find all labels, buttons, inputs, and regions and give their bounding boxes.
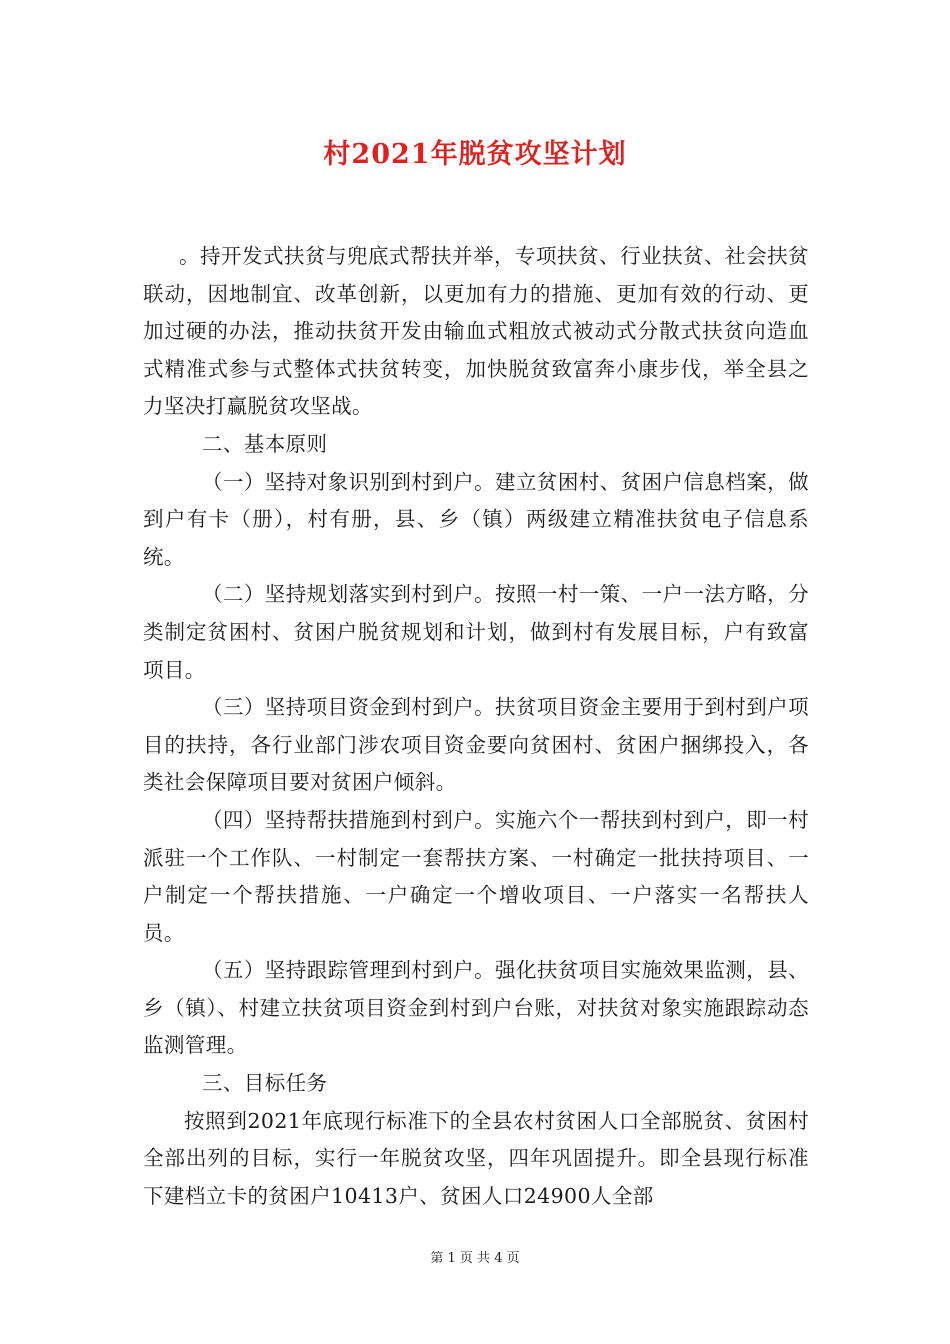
section-heading-basic-principles: 二、基本原则 [202, 431, 328, 456]
paragraph-principle-2: （二）坚持规划落实到村到户。按照一村一策、一户一法方略，分类制定贫困村、贫困户脱贫规划和计划，做到村有发展目标，户有致富项目。 [143, 582, 809, 682]
paragraph-principle-1: （一）坚持对象识别到村到户。建立贫困村、贫困户信息档案，做到户有卡（册），村有册，县、乡（镇）两级建立精准扶贫电子信息系统。 [143, 469, 809, 569]
paragraph-intro: 。持开发式扶贫与兜底式帮扶并举，专项扶贫、行业扶贫、社会扶贫联动，因地制宜、改革创新，以更加有力的措施、更加有效的行动、更加过硬的办法，推动扶贫开发由输血式粗放式被动式分散式扶贫向造血式精准式参与式整体式扶贫转变，加快脱贫致富奔小康步伐，举全县之力坚决打赢脱贫攻坚战。 [143, 244, 809, 419]
paragraph-principle-4: （四）坚持帮扶措施到村到户。实施六个一帮扶到村到户，即一村派驻一个工作队、一村制定一套帮扶方案、一村确定一批扶持项目、一户制定一个帮扶措施、一户确定一个增收项目、一户落实一名帮扶人员。 [143, 807, 809, 945]
paragraph-principle-3: （三）坚持项目资金到村到户。扶贫项目资金主要用于到村到户项目的扶持，各行业部门涉农项目资金要向贫困村、贫困户捆绑投入，各类社会保障项目要对贫困户倾斜。 [143, 695, 809, 795]
paragraph-goals: 按照到2021年底现行标准下的全县农村贫困人口全部脱贫、贫困村全部出列的目标，实行一年脱贫攻坚，四年巩固提升。即全县现行标准下建档立卡的贫困户10413户、贫困人口24900人全部 [143, 1108, 809, 1208]
document-title: 村2021年脱贫攻坚计划 [323, 139, 627, 170]
document-body [143, 238, 809, 1215]
section-heading-goals: 三、目标任务 [202, 1071, 328, 1096]
paragraph-principle-5: （五）坚持跟踪管理到村到户。强化扶贫项目实施效果监测，县、乡（镇）、村建立扶贫项目资金到村到户台账，对扶贫对象实施跟踪动态监测管理。 [143, 958, 809, 1058]
page-number: 第 1 页 共 4 页 [430, 1251, 520, 1266]
